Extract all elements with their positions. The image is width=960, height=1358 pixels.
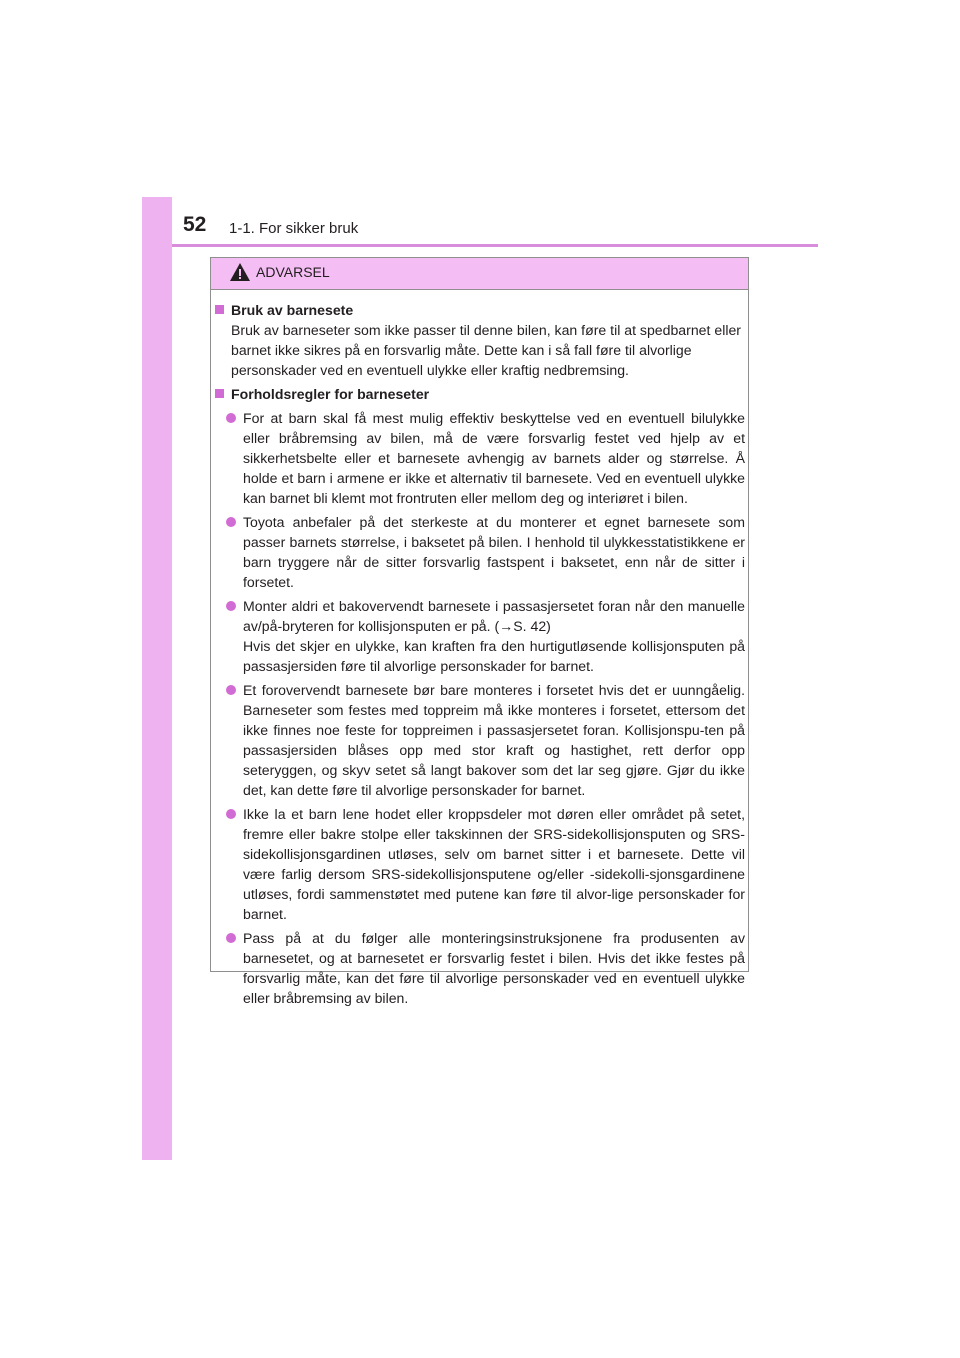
section-paragraph: Bruk av barneseter som ikke passer til denne bilen, kan føre til at spedbarnet eller barnet ikke sikres på en forsvarlig måte. Dette kan i så fall føre til alvorlige personskader ved en eventuell ulykke eller kraftig nedbremsing.: [231, 322, 741, 378]
round-bullet-icon: [226, 413, 236, 423]
warning-triangle-icon: [229, 262, 251, 282]
list-item: Monter aldri et bakovervendt barnesete i passasjersetet foran når den manuelle av/på-bryteren for kollisjonsputen er på. (→S. 42) Hvis det skjer en ulykke, kan kraften fra den hurtigutløsende kollisjonsputen på passasjersiden føre til alvorlige personskader for barnet.: [215, 596, 745, 676]
list-item: Toyota anbefaler på det sterkeste at du monterer et egnet barnesete som passer barnets størrelse, i baksetet på bilen. I henhold til ulykkesstatistikkene er barn tryggere når de sitter forsvarlig fastspent i baksetet, enn når de sitter i forsetet.: [215, 512, 745, 592]
page-number: 52: [183, 213, 207, 236]
round-bullet-icon: [226, 685, 236, 695]
warning-header: [211, 258, 748, 290]
section-heading: Forholdsregler for barneseter: [215, 384, 745, 404]
round-bullet-icon: [226, 809, 236, 819]
list-item: Et forovervendt barnesete bør bare monteres i forsetet hvis det er uunngåelig. Barneseter som festes med toppreim må ikke monteres i forsetet, ettersom det ikke finnes noe feste for toppreimen i passasjersetet foran. Kollisjonspu-ten på passasjersiden blåses opp med stor kraft og hastighet, rett derfor opp seteryggen, og skyv setet så langt bakover som det lar seg gjøre. Gjør du ikke det, kan dette føre til alvorlige personskader for barnet.: [215, 680, 745, 800]
list-item: Pass på at du følger alle monteringsinstruksjonene fra produsenten av barnesetet, og at barnesetet er forsvarlig festet i bilen. Hvis det ikke festes på forsvarlig måte, kan det føre til alvorlige personskader ved en eventuell ulykke eller bråbremsing av bilen.: [215, 928, 745, 1008]
round-bullet-icon: [226, 933, 236, 943]
round-bullet-icon: [226, 517, 236, 527]
square-bullet-icon: [215, 389, 224, 398]
warning-box: [210, 257, 749, 1006]
header-rule: [172, 244, 818, 247]
round-bullet-icon: [226, 601, 236, 611]
warning-title: ADVARSEL: [256, 264, 330, 280]
precaution-list: [215, 408, 745, 1008]
section-title: 1-1. For sikker bruk: [229, 220, 359, 237]
warning-body: [215, 300, 745, 1008]
list-item: Ikke la et barn lene hodet eller kroppsdeler mot døren eller området på setet, fremre eller bakre stolpe eller takskinnen der SRS-sidekollisjonsputen og SRS-sidekollisjonsgardinen utløses, selv om barnet sitter i et barnesete. Dette vil være farlig dersom SRS-sidekollisjonsputene og/eller -sidekolli-sjonsgardinene utløses, fordi sammenstøtet med putene kan føre til alvor-lige personskader for barnet.: [215, 804, 745, 924]
list-item: For at barn skal få mest mulig effektiv beskyttelse ved en eventuell bilulykke eller bråbremsing av bilen, må de være forsvarlig festet ved hjelp av et sikkerhetsbelte eller et barnesete avhengig av barnets alder og størrelse. Å holde et barn i armene er ikke et alternativ til barnesete. Ved en eventuell ulykke kan barnet bli klemt mot frontruten eller mellom deg og interiøret i bilen.: [215, 408, 745, 508]
side-tab-strip: [142, 197, 172, 1160]
section-heading: Bruk av barnesete: [215, 300, 745, 320]
square-bullet-icon: [215, 305, 224, 314]
